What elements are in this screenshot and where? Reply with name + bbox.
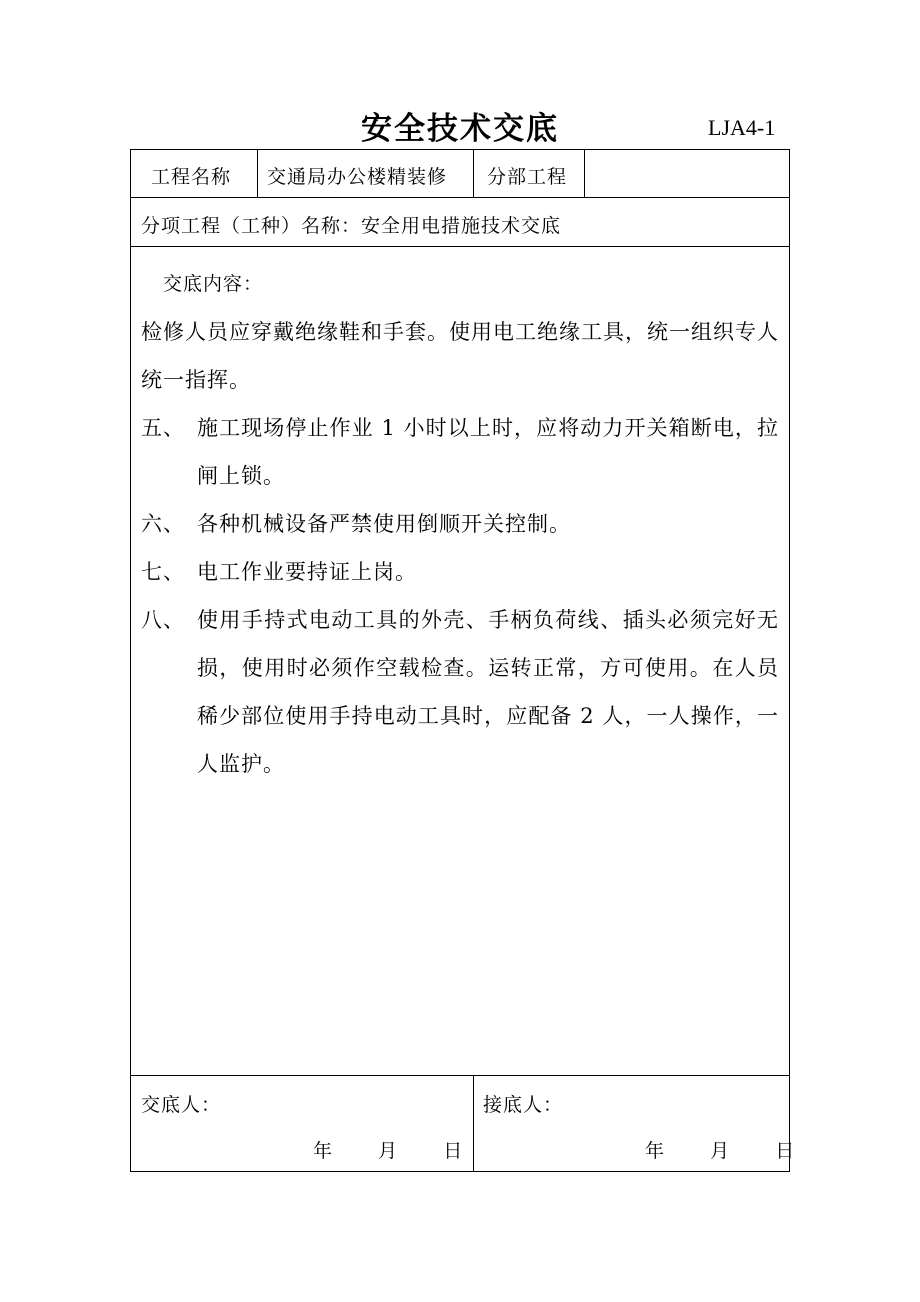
giver-date <box>313 1136 462 1163</box>
item-text: 使用手持式电动工具的外壳、手柄负荷线、插头必须完好无损，使用时必须作空载检查。运转正常，方可使用。在人员稀少部位使用手持电动工具时，应配备 2 人，一人操作，一人监护。 <box>197 608 779 776</box>
project-name-label: 工程名称 <box>151 166 232 188</box>
day-label: 日 <box>443 1140 463 1162</box>
column-divider <box>473 150 474 197</box>
item-number: 五、 <box>141 416 185 440</box>
list-item <box>141 404 779 500</box>
row-divider <box>131 246 789 247</box>
document-title: 安全技术交底 <box>361 111 559 147</box>
year-label: 年 <box>645 1140 665 1162</box>
content-heading: 交底内容： <box>163 273 264 295</box>
content-intro: 检修人员应穿戴绝缘鞋和手套。使用电工绝缘工具，统一组织专人统一指挥。 <box>141 320 779 392</box>
year-label: 年 <box>313 1140 333 1162</box>
list-item <box>141 500 779 548</box>
receiver-label: 接底人： <box>483 1094 564 1116</box>
item-text: 电工作业要持证上岗。 <box>197 560 417 584</box>
row-divider <box>131 1075 789 1076</box>
disclosure-content <box>141 260 779 788</box>
disclosure-form <box>130 149 795 1172</box>
item-text: 施工现场停止作业 1 小时以上时，应将动力开关箱断电，拉闸上锁。 <box>197 416 779 488</box>
column-divider <box>257 150 258 197</box>
list-item <box>141 596 779 788</box>
list-item <box>141 548 779 596</box>
division-label: 分部工程 <box>487 166 568 188</box>
month-label: 月 <box>378 1140 398 1162</box>
row-divider <box>131 197 789 198</box>
giver-label: 交底人： <box>141 1094 222 1116</box>
item-number: 七、 <box>141 560 185 584</box>
column-divider <box>584 150 585 197</box>
project-name-value: 交通局办公楼精装修 <box>267 166 448 188</box>
subitem-name: 分项工程（工种）名称：安全用电措施技术交底 <box>141 215 562 237</box>
item-number: 八、 <box>141 608 185 632</box>
receiver-date <box>645 1136 794 1163</box>
column-divider <box>473 1075 474 1172</box>
document-code: LJA4-1 <box>708 115 776 140</box>
month-label: 月 <box>710 1140 730 1162</box>
item-number: 六、 <box>141 512 185 536</box>
item-text: 各种机械设备严禁使用倒顺开关控制。 <box>197 512 571 536</box>
day-label: 日 <box>775 1140 795 1162</box>
